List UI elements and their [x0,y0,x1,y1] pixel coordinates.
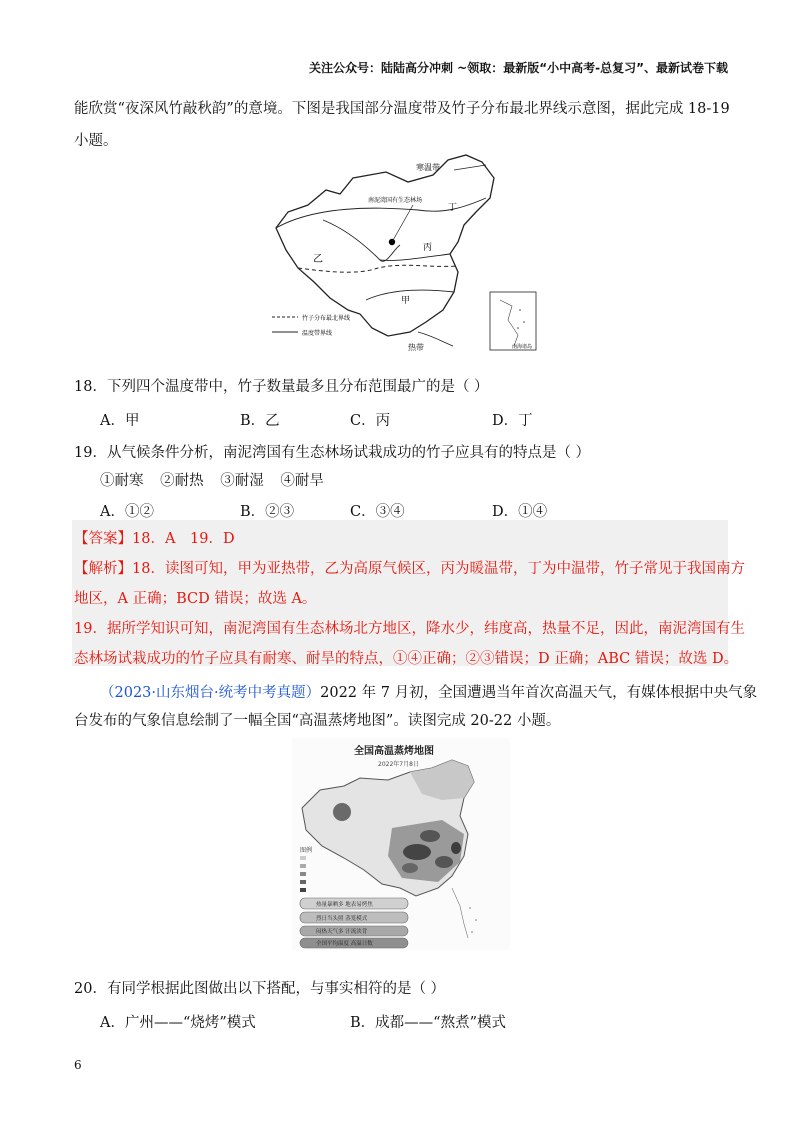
q19-option-b: B．②③ [240,504,295,520]
map1-label-yi: 乙 [313,254,323,265]
section2-line-2: 台发布的气象信息绘制了一幅全国“高温蒸烤地图”。读图完成 20-22 小题。 [74,713,561,729]
map1-label-ding: 丁 [448,203,458,213]
section2-line-1 [100,681,757,702]
q19-option-c: C．③④ [350,504,405,520]
analysis-text-1: 18．读图可知，甲为亚热带，乙为高原气候区，丙为暖温带，丁为中温带，竹子常见于我国南方 [132,561,745,577]
answer-text: 18．A 19．D [132,531,235,547]
q18-stem: 18．下列四个温度带中，竹子数量最多且分布范围最广的是（ ） [74,379,489,395]
section2-text-1: 2022 年 7 月初，全国遭遇当年首次高温天气，有媒体根据中央气象 [320,685,758,701]
q18-option-c: C．丙 [350,413,391,429]
q19-option-d: D．①④ [492,504,548,520]
q20-stem: 20．有同学根据此图做出以下搭配，与事实相符的是（ ） [74,981,446,997]
section2-source: （2023·山东烟台·统考中考真题） [100,685,321,701]
map2-legend-item-2: 烈日当头照 蒸笼模式 [316,916,368,922]
map1-label-jia: 甲 [401,296,411,306]
q19-option-a: A．①② [100,504,154,520]
page-header: 关注公众号：陆陆高分冲刺 ~领取：最新版“小中高考-总复习”、最新试卷下载 [309,61,728,75]
page-number: 6 [74,1058,82,1072]
map1-inset-label: 南海诸岛 [512,344,533,350]
map1-label-bing: 丙 [423,243,433,253]
map2-legend-title: 图例 [300,847,313,854]
map1-label-hanwen: 寒温带 [416,163,440,172]
answer-line [74,527,235,548]
q18-option-a: A．甲 [100,413,140,429]
map2-legend-item-3: 闷热天气多 汗流浃背 [316,929,368,935]
map1-legend-temp: 温度带界线 [302,330,333,337]
heat-map-figure [292,738,510,950]
q20-option-a: A．广州——“烧烤”模式 [100,1015,256,1031]
map1-label-redai: 热带 [408,343,424,352]
map2-legend-item-4: 全国平均温度 高温日数 [316,941,373,947]
q18-option-d: D．丁 [492,413,533,429]
map1-legend-bamboo: 竹子分布最北界线 [302,315,351,322]
map1-label-forest: 南泥湾国有生态林场 [368,197,423,204]
analysis-line-1 [74,557,745,578]
map2-title: 全国高温蒸烤地图 [354,746,434,757]
analysis-line-3: 19．据所学知识可知，南泥湾国有生态林场北方地区，降水少，纬度高，热量不足，因此，南泥湾国有生 [74,621,745,637]
analysis-label: 【解析】 [74,561,132,577]
analysis-line-2: 地区，A 正确；BCD 错误；故选 A。 [74,591,317,607]
temperature-zone-map [268,150,540,355]
q18-option-b: B．乙 [240,413,280,429]
intro-line-2: 小题。 [74,133,118,149]
q20-option-b: B．成都——“熬煮”模式 [350,1015,506,1031]
q19-items: ①耐寒 ②耐热 ③耐湿 ④耐旱 [100,473,324,489]
analysis-line-4: 态林场试栽成功的竹子应具有耐寒、耐旱的特点，①④正确；②③错误；D 正确；ABC 错误；故选 D。 [74,651,739,667]
map2-legend-item-1: 热量暴晒多 地表易烤焦 [316,902,373,908]
answer-label: 【答案】 [74,531,132,547]
map2-date: 2022年7月8日 [378,761,419,768]
q19-stem: 19．从气候条件分析，南泥湾国有生态林场试栽成功的竹子应具有的特点是（ ） [74,445,591,461]
intro-line-1: 能欣赏“夜深风竹敲秋韵”的意境。下图是我国部分温度带及竹子分布最北界线示意图，据此完成 18-19 [74,101,730,117]
